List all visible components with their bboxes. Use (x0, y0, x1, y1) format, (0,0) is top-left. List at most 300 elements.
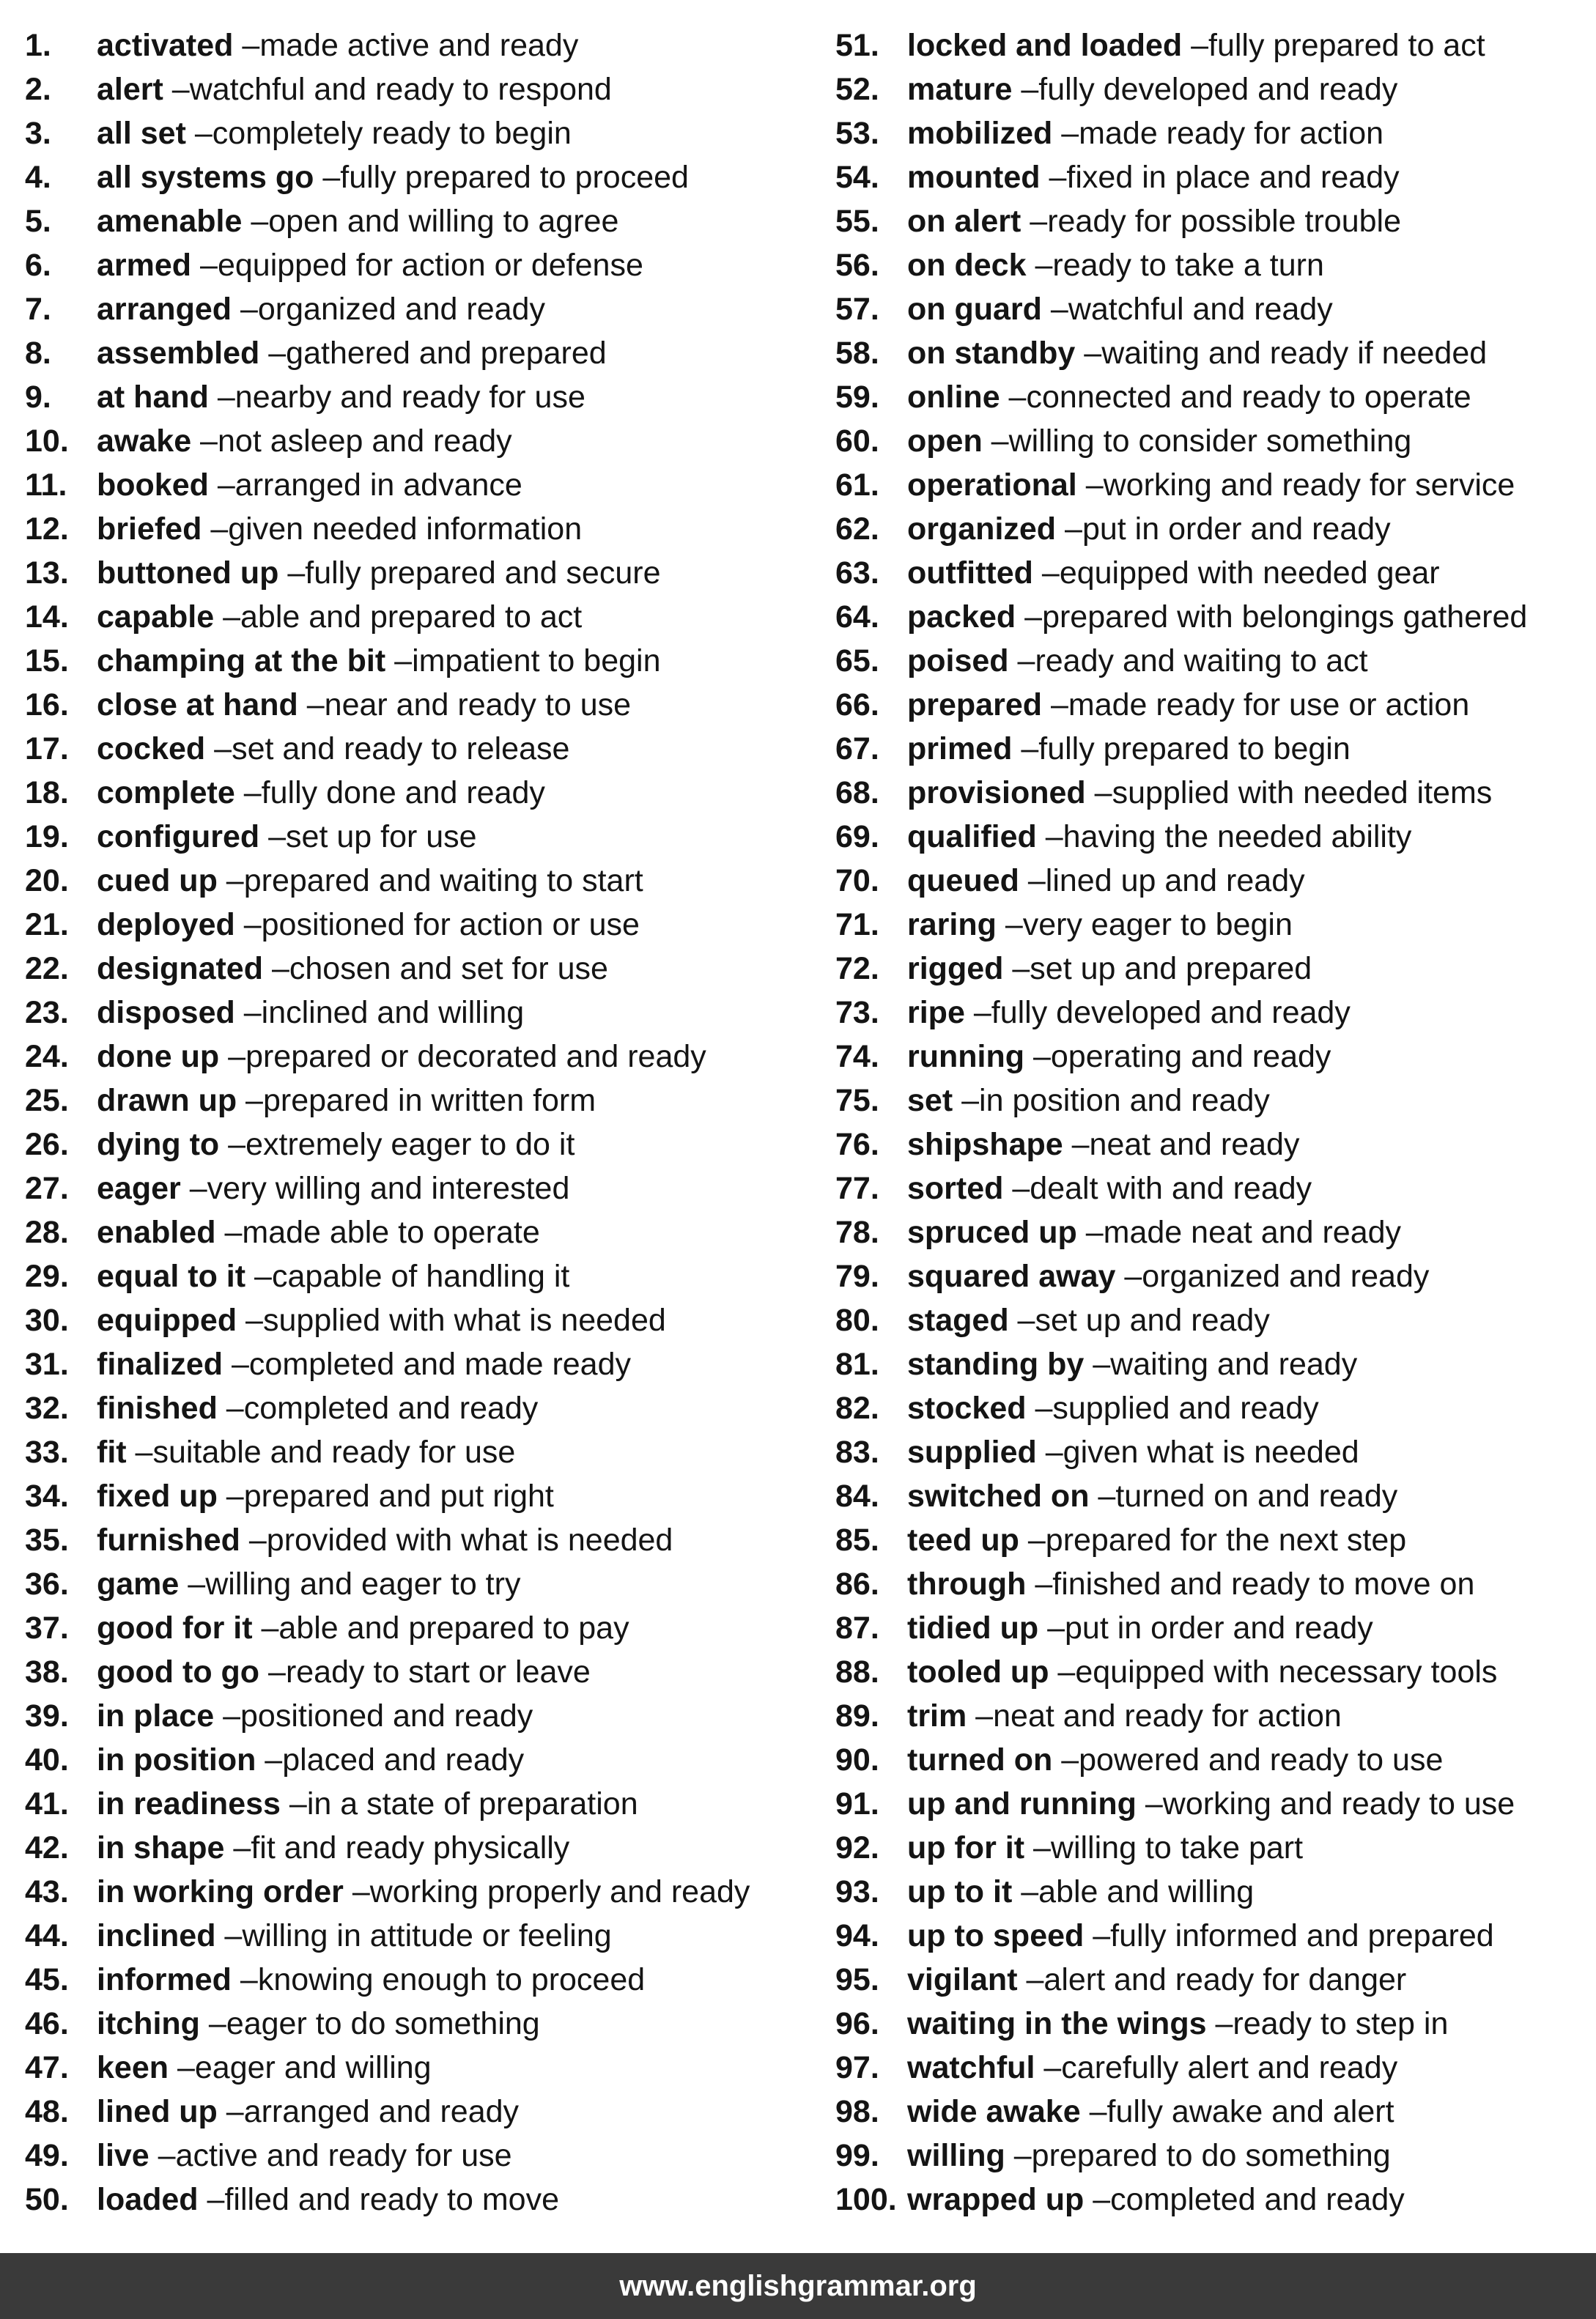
item-definition: – prepared to do something (1005, 2138, 1391, 2173)
list-item (835, 287, 1583, 331)
item-word: squared away (907, 1259, 1116, 1294)
list-item (25, 1166, 802, 1210)
item-number: 72. (835, 951, 879, 986)
item-text (907, 727, 1351, 771)
list-item (835, 1562, 1583, 1606)
item-text (907, 1342, 1357, 1386)
list-item (25, 551, 802, 595)
list-item (25, 1254, 802, 1298)
list-item (25, 1298, 802, 1342)
item-word: champing at the bit (97, 643, 386, 678)
item-number: 7. (25, 292, 51, 327)
item-text (907, 859, 1305, 903)
list-item (835, 683, 1583, 727)
item-definition: – prepared with belongings gathered (1016, 599, 1527, 635)
list-item (835, 903, 1583, 947)
list-item (25, 1562, 802, 1606)
item-definition: – arranged and ready (218, 2094, 519, 2129)
list-item (25, 1430, 802, 1474)
item-number: 77. (835, 1171, 879, 1206)
list-item (25, 1870, 802, 1914)
list-item (835, 1518, 1583, 1562)
item-word: qualified (907, 819, 1037, 854)
list-item (835, 67, 1583, 111)
item-word: on alert (907, 204, 1021, 239)
item-word: turned on (907, 1742, 1053, 1778)
item-word: arranged (97, 292, 232, 327)
item-text (907, 199, 1401, 243)
item-text (97, 1386, 538, 1430)
item-definition: – set up and prepared (1003, 951, 1312, 986)
list-item (25, 23, 802, 67)
item-text (97, 1650, 591, 1694)
list-item (835, 243, 1583, 287)
item-text (97, 463, 522, 507)
item-text (907, 23, 1485, 67)
item-text (907, 771, 1492, 815)
list-item (835, 1166, 1583, 1210)
item-text (97, 2178, 559, 2222)
item-word: up to speed (907, 1918, 1085, 1953)
list-item (25, 903, 802, 947)
item-word: designated (97, 951, 263, 986)
item-definition: – filled and ready to move (199, 2182, 559, 2217)
item-text (907, 551, 1440, 595)
item-text (907, 1606, 1373, 1650)
item-definition: – prepared and waiting to start (218, 863, 643, 898)
item-number: 64. (835, 599, 879, 635)
item-definition: – put in order and ready (1056, 511, 1391, 547)
item-word: furnished (97, 1523, 240, 1558)
item-word: wrapped up (907, 2182, 1085, 2217)
item-definition: – connected and ready to operate (1000, 380, 1471, 415)
list-item (835, 2090, 1583, 2134)
item-number: 29. (25, 1259, 69, 1294)
item-number: 2. (25, 72, 51, 107)
item-text (907, 1782, 1515, 1826)
item-definition: – supplied with needed items (1086, 775, 1493, 810)
item-definition: – suitable and ready for use (127, 1435, 516, 1470)
item-word: staged (907, 1303, 1009, 1338)
item-text (907, 903, 1293, 947)
item-definition: – ready to step in (1207, 2006, 1449, 2041)
item-word: all set (97, 116, 186, 151)
item-definition: – set up for use (259, 819, 476, 854)
item-word: spruced up (907, 1215, 1077, 1250)
list-item (25, 1210, 802, 1254)
item-word: on deck (907, 248, 1027, 283)
list-item (25, 1826, 802, 1870)
item-number: 45. (25, 1962, 69, 1997)
list-item (25, 2090, 802, 2134)
item-word: at hand (97, 380, 209, 415)
item-text (97, 1826, 569, 1870)
item-word: ripe (907, 995, 965, 1030)
item-text (97, 771, 545, 815)
item-number: 81. (835, 1347, 879, 1382)
item-definition: – carefully alert and ready (1035, 2050, 1397, 2085)
item-definition: – active and ready for use (149, 2138, 512, 2173)
list-item (835, 2002, 1583, 2046)
item-text (907, 2178, 1405, 2222)
item-number: 59. (835, 380, 879, 415)
item-word: tidied up (907, 1610, 1039, 1646)
item-definition: – prepared and put right (218, 1479, 554, 1514)
item-number: 49. (25, 2138, 69, 2173)
list-item (835, 507, 1583, 551)
item-definition: – equipped with necessary tools (1049, 1654, 1497, 1690)
item-definition: – able and prepared to act (214, 599, 582, 635)
list-item (25, 463, 802, 507)
item-number: 55. (835, 204, 879, 239)
item-number: 57. (835, 292, 879, 327)
list-item (25, 1474, 802, 1518)
list-item (25, 1342, 802, 1386)
item-definition: – equipped for action or defense (191, 248, 643, 283)
item-definition: – impatient to begin (385, 643, 660, 678)
item-number: 11. (25, 467, 67, 503)
item-text (907, 2046, 1397, 2090)
item-text (907, 1474, 1397, 1518)
item-number: 5. (25, 204, 51, 239)
item-definition: – equipped with needed gear (1033, 555, 1440, 591)
list-item (835, 1650, 1583, 1694)
item-number: 83. (835, 1435, 879, 1470)
list-item (835, 859, 1583, 903)
item-number: 14. (25, 599, 69, 635)
item-definition: – working and ready for service (1077, 467, 1515, 503)
item-word: on guard (907, 292, 1042, 327)
list-item (835, 1782, 1583, 1826)
item-text (97, 815, 477, 859)
item-number: 62. (835, 511, 879, 547)
item-word: stocked (907, 1391, 1027, 1426)
item-word: cocked (97, 731, 206, 766)
item-text (97, 2002, 540, 2046)
item-text (907, 1430, 1359, 1474)
list-item (25, 67, 802, 111)
item-number: 13. (25, 555, 69, 591)
list-item (835, 463, 1583, 507)
item-word: equal to it (97, 1259, 246, 1294)
item-definition: – completed and made ready (223, 1347, 631, 1382)
item-text (97, 1738, 524, 1782)
list-item (25, 1694, 802, 1738)
item-word: willing (907, 2138, 1005, 2173)
item-definition: – fully developed and ready (965, 995, 1351, 1030)
item-text (907, 1562, 1474, 1606)
item-definition: – neat and ready for action (967, 1698, 1342, 1734)
list-item (25, 859, 802, 903)
item-definition: – supplied and ready (1027, 1391, 1319, 1426)
list-item (835, 1035, 1583, 1079)
item-definition: – fit and ready physically (224, 1830, 569, 1865)
item-number: 74. (835, 1039, 879, 1074)
right-column (835, 23, 1583, 2222)
item-number: 39. (25, 1698, 69, 1734)
item-text (907, 947, 1312, 991)
list-item (25, 1035, 802, 1079)
item-definition: – made active and ready (233, 28, 578, 63)
item-text (97, 287, 545, 331)
item-text (907, 595, 1527, 639)
list-item (835, 1606, 1583, 1650)
item-word: through (907, 1567, 1027, 1602)
list-item (835, 815, 1583, 859)
item-text (97, 1474, 554, 1518)
item-number: 61. (835, 467, 879, 503)
item-text (97, 2046, 432, 2090)
item-number: 35. (25, 1523, 69, 1558)
list-item (25, 1518, 802, 1562)
item-text (97, 507, 582, 551)
item-text (907, 1870, 1254, 1914)
list-item (835, 1079, 1583, 1122)
item-text (907, 111, 1383, 155)
item-number: 36. (25, 1567, 69, 1602)
item-text (907, 1079, 1270, 1122)
item-definition: – turned on and ready (1089, 1479, 1397, 1514)
item-word: amenable (97, 204, 243, 239)
item-definition: – chosen and set for use (263, 951, 608, 986)
item-number: 95. (835, 1962, 879, 1997)
item-number: 6. (25, 248, 51, 283)
item-word: wide awake (907, 2094, 1081, 2129)
item-definition: – very willing and interested (181, 1171, 570, 1206)
item-number: 71. (835, 907, 879, 942)
item-word: outfitted (907, 555, 1033, 591)
item-text (97, 155, 689, 199)
item-number: 79. (835, 1259, 879, 1294)
item-text (97, 1562, 520, 1606)
list-item (25, 1958, 802, 2002)
list-item (25, 243, 802, 287)
item-word: booked (97, 467, 209, 503)
list-item (25, 727, 802, 771)
item-word: deployed (97, 907, 235, 942)
item-word: fit (97, 1435, 127, 1470)
item-text (97, 639, 661, 683)
item-text (97, 1914, 612, 1958)
item-number: 54. (835, 160, 879, 195)
item-text (97, 2134, 512, 2178)
item-text (97, 1958, 645, 2002)
item-text (97, 1430, 515, 1474)
list-item (835, 331, 1583, 375)
list-item (835, 771, 1583, 815)
item-definition: – knowing enough to proceed (232, 1962, 645, 1997)
list-item (835, 155, 1583, 199)
item-number: 51. (835, 28, 879, 63)
item-word: sorted (907, 1171, 1004, 1206)
list-item (25, 2178, 802, 2222)
item-number: 78. (835, 1215, 879, 1250)
item-text (97, 551, 661, 595)
item-word: equipped (97, 1303, 237, 1338)
item-text (97, 683, 631, 727)
item-text (907, 1826, 1303, 1870)
item-word: queued (907, 863, 1019, 898)
item-word: briefed (97, 511, 202, 547)
item-number: 53. (835, 116, 879, 151)
item-number: 86. (835, 1567, 879, 1602)
item-number: 50. (25, 2182, 69, 2217)
item-number: 44. (25, 1918, 69, 1953)
item-definition: – fully prepared to act (1182, 28, 1485, 63)
item-number: 30. (25, 1303, 69, 1338)
item-text (907, 463, 1515, 507)
item-number: 21. (25, 907, 69, 942)
item-number: 56. (835, 248, 879, 283)
list-item (25, 2046, 802, 2090)
item-word: set (907, 1083, 953, 1118)
list-item (25, 2134, 802, 2178)
item-definition: – set up and ready (1009, 1303, 1270, 1338)
item-definition: – supplied with what is needed (237, 1303, 666, 1338)
item-text (97, 1694, 533, 1738)
list-item (835, 23, 1583, 67)
item-definition: – able and willing (1012, 1874, 1254, 1909)
list-item (25, 1782, 802, 1826)
item-text (97, 111, 572, 155)
item-word: on standby (907, 336, 1076, 371)
item-number: 88. (835, 1654, 879, 1690)
item-word: complete (97, 775, 235, 810)
item-text (97, 903, 640, 947)
item-word: drawn up (97, 1083, 237, 1118)
item-number: 38. (25, 1654, 69, 1690)
item-number: 87. (835, 1610, 879, 1646)
item-text (907, 375, 1471, 419)
item-text (97, 595, 582, 639)
item-word: informed (97, 1962, 232, 1997)
item-word: configured (97, 819, 260, 854)
item-definition: – arranged in advance (209, 467, 522, 503)
item-definition: – willing to take part (1024, 1830, 1303, 1865)
item-text (97, 859, 643, 903)
item-number: 33. (25, 1435, 69, 1470)
item-text (907, 1914, 1494, 1958)
item-number: 97. (835, 2050, 879, 2085)
item-word: primed (907, 731, 1013, 766)
list-item (835, 375, 1583, 419)
item-word: lined up (97, 2094, 218, 2129)
item-text (97, 375, 585, 419)
list-item (25, 199, 802, 243)
item-word: itching (97, 2006, 200, 2041)
item-word: mobilized (907, 116, 1053, 151)
list-item (835, 639, 1583, 683)
item-definition: – prepared in written form (237, 1083, 596, 1118)
list-item (835, 1826, 1583, 1870)
item-word: teed up (907, 1523, 1019, 1558)
footer-bar (0, 2253, 1596, 2319)
item-text (97, 243, 643, 287)
item-definition: – lined up and ready (1019, 863, 1305, 898)
item-number: 76. (835, 1127, 879, 1162)
item-word: locked and loaded (907, 28, 1183, 63)
item-definition: – positioned and ready (214, 1698, 533, 1734)
item-definition: – powered and ready to use (1052, 1742, 1443, 1778)
item-definition: – fixed in place and ready (1041, 160, 1400, 195)
list-item (835, 1870, 1583, 1914)
item-definition: – having the needed ability (1037, 819, 1412, 854)
list-item (835, 1254, 1583, 1298)
item-number: 98. (835, 2094, 879, 2129)
list-item (25, 155, 802, 199)
item-word: in shape (97, 1830, 225, 1865)
item-text (907, 1386, 1319, 1430)
item-definition: – operating and ready (1024, 1039, 1331, 1074)
item-number: 96. (835, 2006, 879, 2041)
list-item (835, 1210, 1583, 1254)
item-definition: – in a state of preparation (281, 1786, 638, 1821)
item-number: 23. (25, 995, 69, 1030)
list-item (25, 375, 802, 419)
item-word: in place (97, 1698, 215, 1734)
item-definition: – set and ready to release (205, 731, 569, 766)
list-item (25, 947, 802, 991)
list-item (25, 507, 802, 551)
item-text (907, 67, 1397, 111)
item-definition: – given needed information (202, 511, 582, 547)
item-number: 3. (25, 116, 51, 151)
item-text (97, 1210, 540, 1254)
item-word: in readiness (97, 1786, 281, 1821)
item-definition: – fully done and ready (235, 775, 545, 810)
item-number: 42. (25, 1830, 69, 1865)
item-word: armed (97, 248, 192, 283)
item-number: 100. (835, 2182, 897, 2217)
item-word: close at hand (97, 687, 298, 722)
item-word: up for it (907, 1830, 1025, 1865)
item-number: 69. (835, 819, 879, 854)
item-word: running (907, 1039, 1025, 1074)
item-number: 65. (835, 643, 879, 678)
item-word: buttoned up (97, 555, 279, 591)
list-item (835, 1914, 1583, 1958)
item-text (907, 419, 1411, 463)
item-word: up to it (907, 1874, 1013, 1909)
item-number: 80. (835, 1303, 879, 1338)
item-number: 52. (835, 72, 879, 107)
item-definition: – waiting and ready if needed (1075, 336, 1487, 371)
item-number: 91. (835, 1786, 879, 1821)
item-word: poised (907, 643, 1009, 678)
item-word: in working order (97, 1874, 344, 1909)
list-item (835, 551, 1583, 595)
item-text (907, 815, 1411, 859)
item-word: raring (907, 907, 997, 942)
item-text (907, 2090, 1394, 2134)
item-definition: – working properly and ready (344, 1874, 750, 1909)
item-definition: – willing to consider something (983, 424, 1412, 459)
item-definition: – put in order and ready (1038, 1610, 1373, 1646)
item-number: 60. (835, 424, 879, 459)
item-definition: – completed and ready (218, 1391, 538, 1426)
list-item (835, 595, 1583, 639)
item-word: mounted (907, 160, 1041, 195)
item-definition: – nearby and ready for use (209, 380, 585, 415)
item-number: 24. (25, 1039, 69, 1074)
item-text (907, 1122, 1299, 1166)
list-item (25, 1606, 802, 1650)
list-item (835, 111, 1583, 155)
item-word: finalized (97, 1347, 223, 1382)
item-definition: – gathered and prepared (259, 336, 606, 371)
item-word: operational (907, 467, 1077, 503)
item-number: 28. (25, 1215, 69, 1250)
